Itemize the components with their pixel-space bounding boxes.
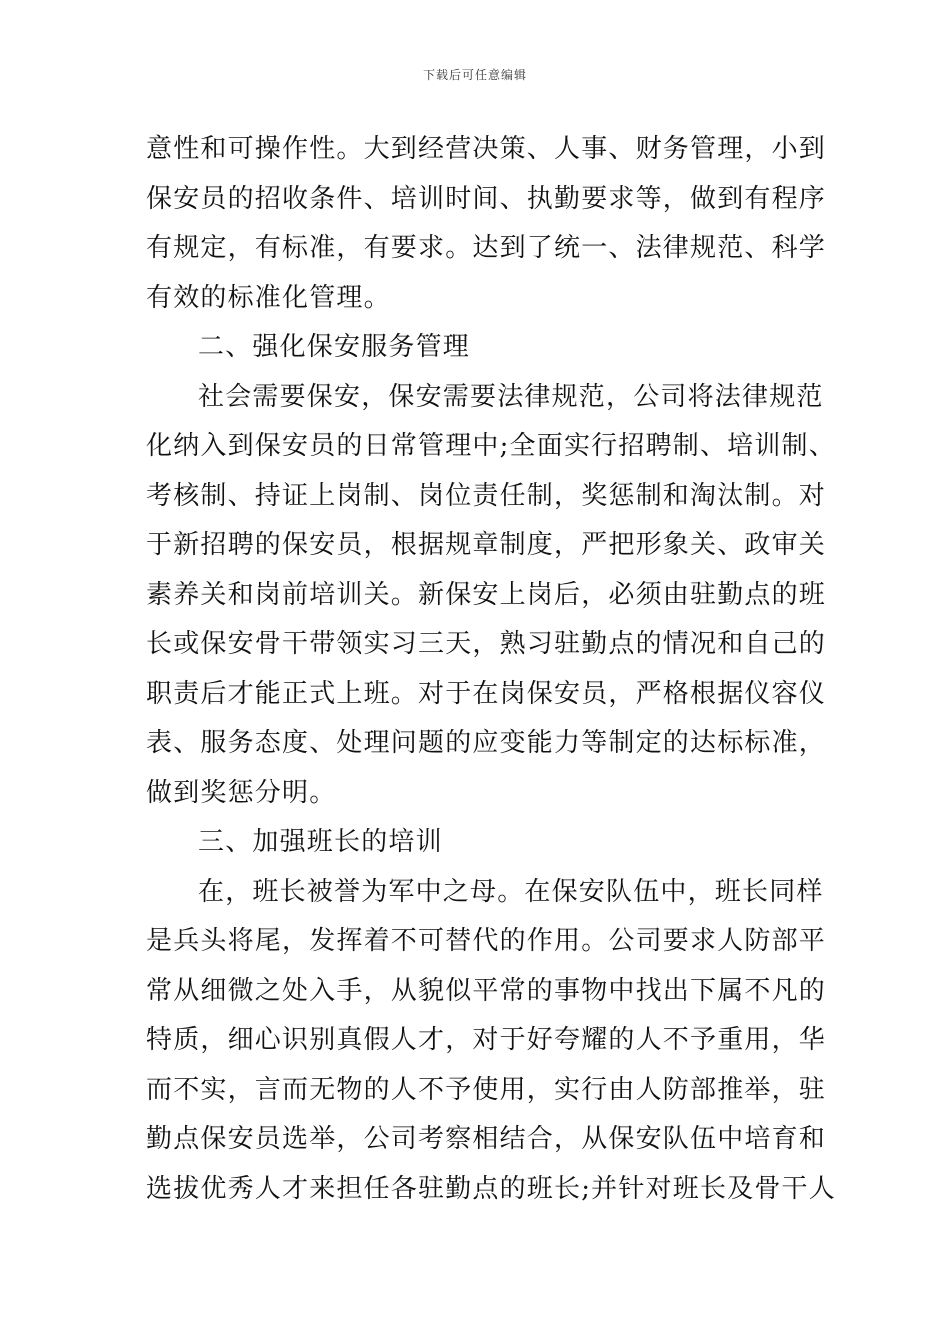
body-line: 于新招聘的保安员，根据规章制度，严把形象关、政审关	[146, 530, 827, 560]
body-line: 意性和可操作性。大到经营决策、人事、财务管理，小到	[146, 134, 827, 164]
body-line: 考核制、持证上岗制、岗位责任制，奖惩制和淘汰制。对	[146, 480, 827, 511]
body-line: 有效的标准化管理。	[146, 282, 391, 313]
body-line: 职责后才能正式上班。对于在岗保安员，严格根据仪容仪	[146, 678, 827, 709]
body-line: 做到奖惩分明。	[146, 777, 337, 808]
body-line: 素养关和岗前培训关。新保安上岗后，必须由驻勤点的班	[146, 579, 827, 610]
body-line: 是兵头将尾，发挥着不可替代的作用。公司要求人防部平	[146, 926, 827, 956]
body-line: 特质，细心识别真假人才，对于好夸耀的人不予重用，华	[146, 1025, 827, 1055]
body-line: 有规定，有标准，有要求。达到了统一、法律规范、科学	[146, 233, 827, 263]
body-line: 选拔优秀人才来担任各驻勤点的班长;并针对班长及骨干人	[146, 1173, 836, 1204]
body-line: 化纳入到保安员的日常管理中;全面实行招聘制、培训制、	[146, 431, 836, 461]
document-body	[146, 125, 836, 1214]
body-line: 勤点保安员选举，公司考察相结合，从保安队伍中培育和	[146, 1124, 827, 1154]
body-line: 常从细微之处入手，从貌似平常的事物中找出下属不凡的	[146, 975, 827, 1006]
body-line: 而不实，言而无物的人不予使用，实行由人防部推举，驻	[146, 1074, 827, 1105]
body-line: 社会需要保安，保安需要法律规范，公司将法律规范	[198, 381, 824, 412]
body-line: 在，班长被誉为军中之母。在保安队伍中，班长同样	[198, 876, 824, 907]
page-header: 下载后可任意编辑	[422, 68, 527, 82]
body-line: 长或保安骨干带领实习三天，熟习驻勤点的情况和自己的	[146, 629, 827, 659]
section-heading: 三、加强班长的培训	[198, 827, 443, 857]
body-line: 保安员的招收条件、培训时间、执勤要求等，做到有程序	[146, 183, 827, 214]
section-heading: 二、强化保安服务管理	[198, 332, 471, 362]
body-line: 表、服务态度、处理问题的应变能力等制定的达标标准，	[146, 728, 827, 758]
